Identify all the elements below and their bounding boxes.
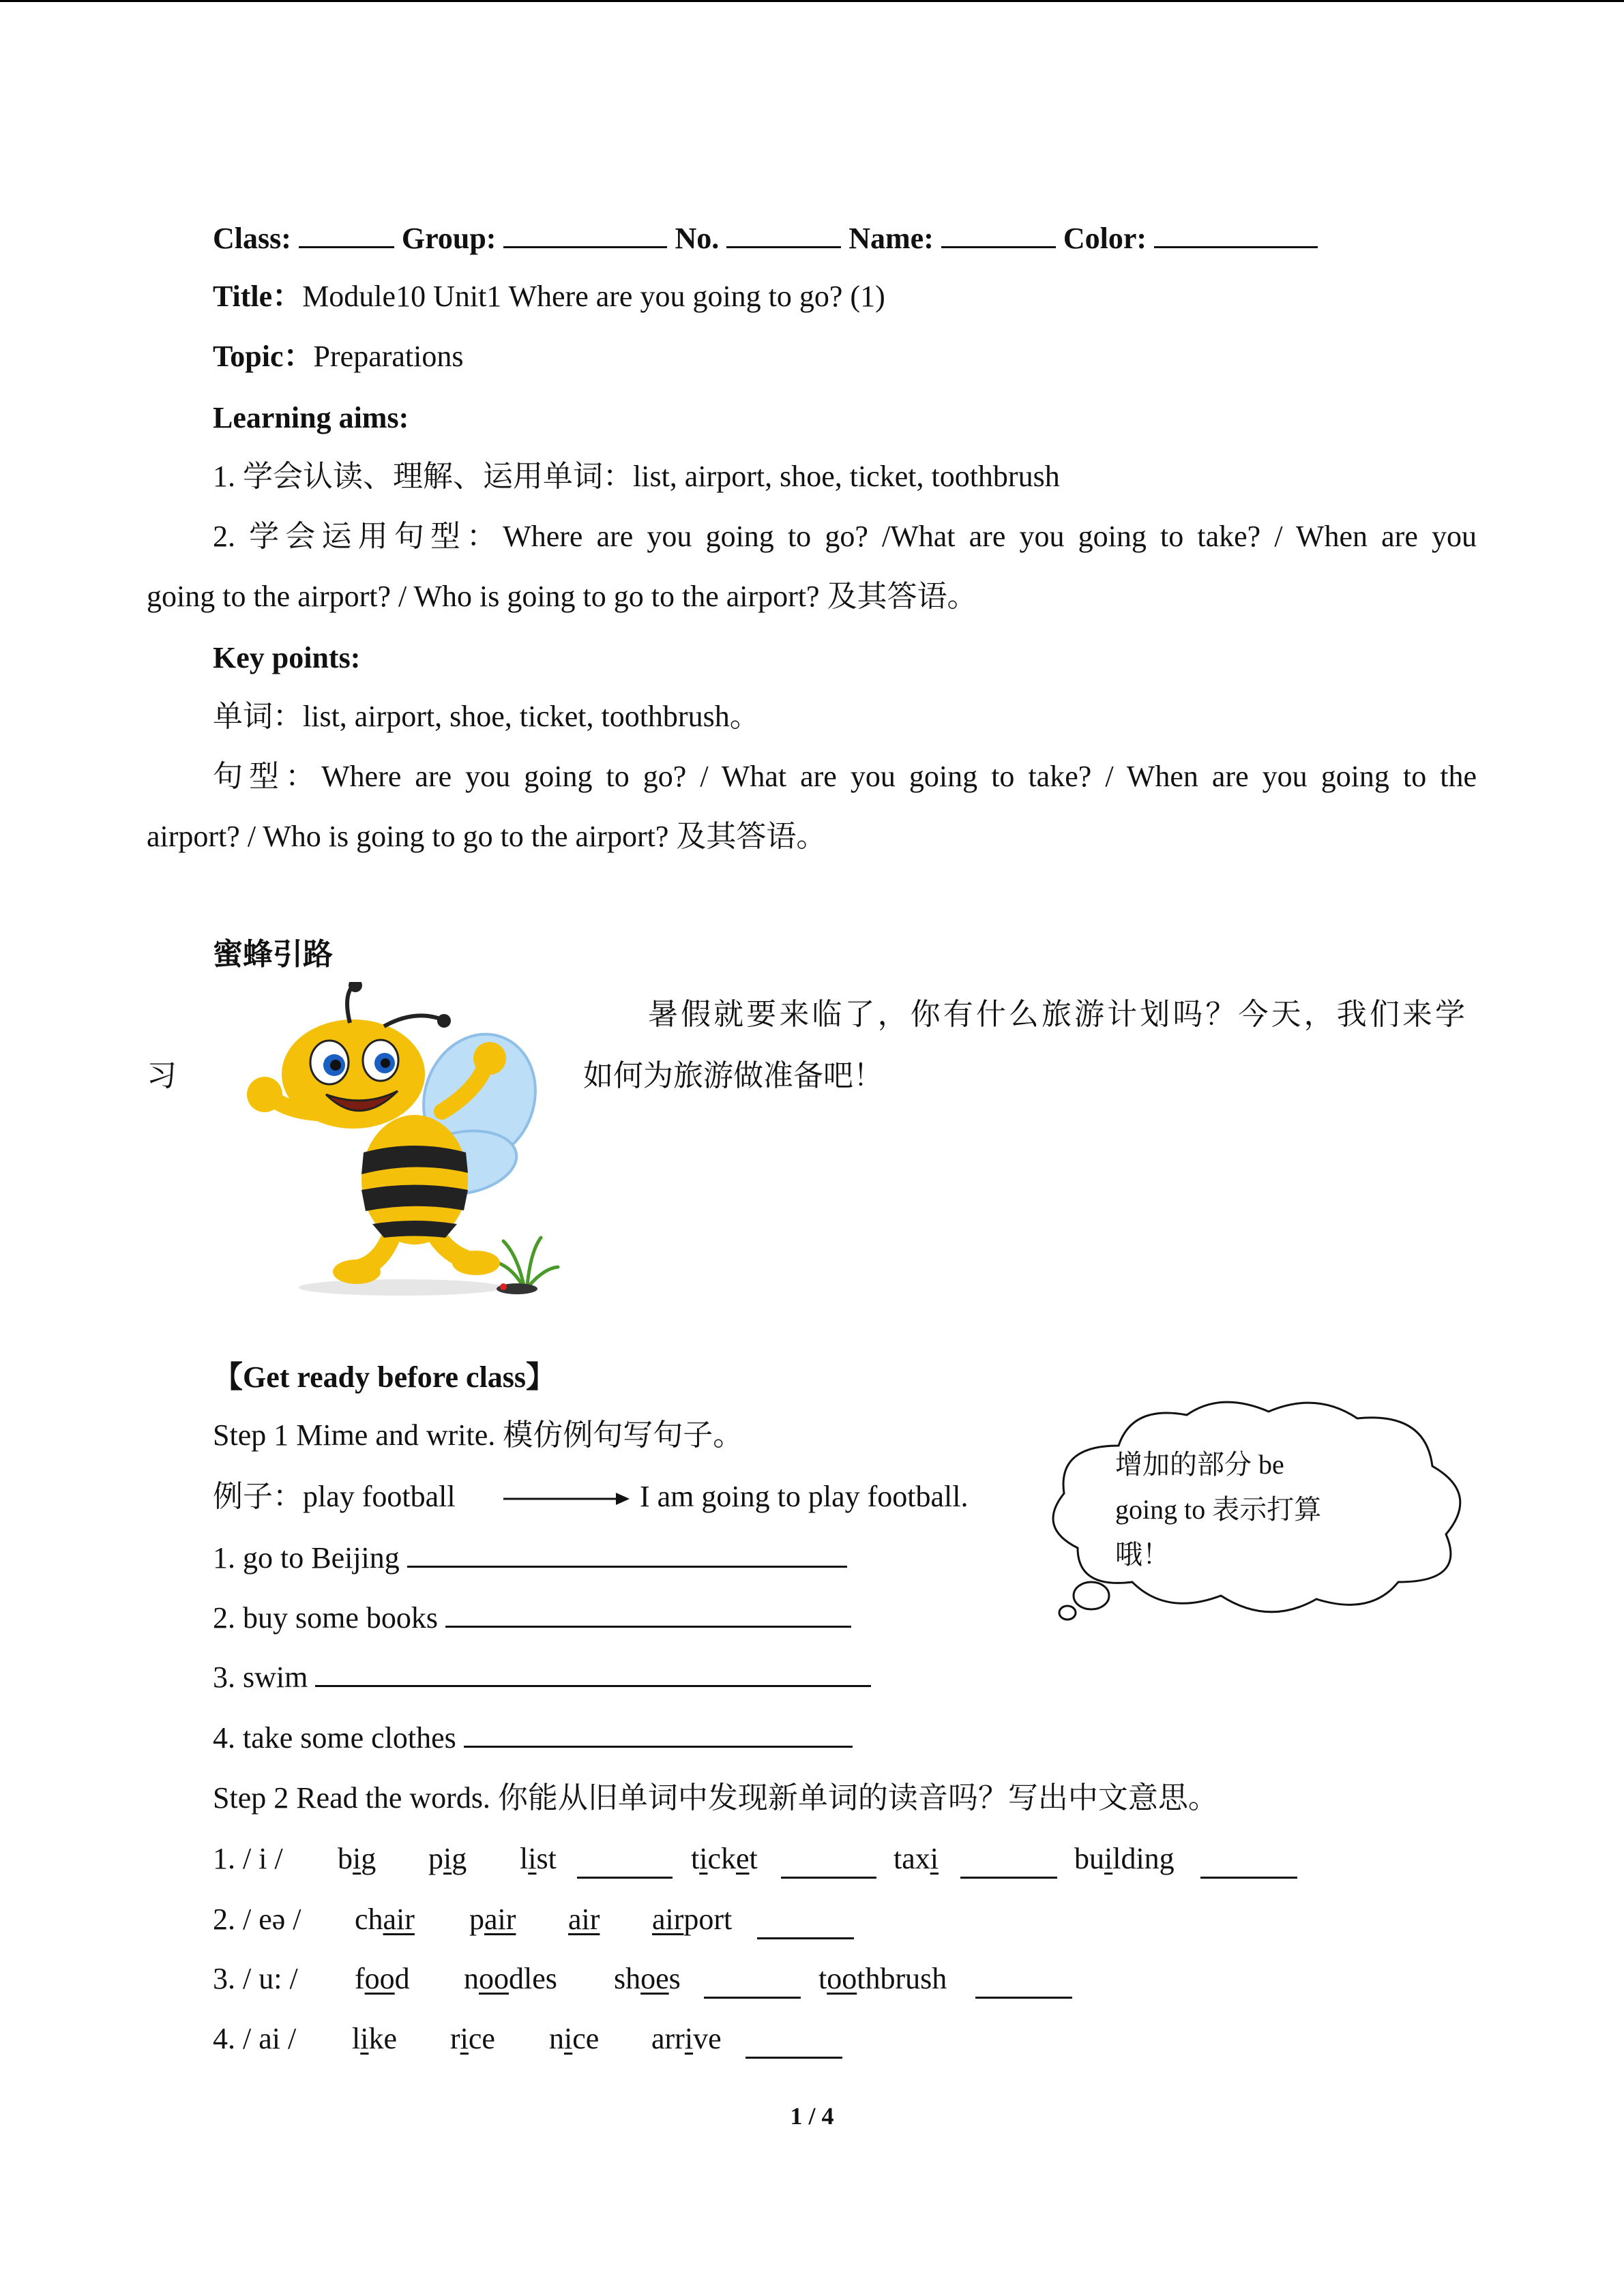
meaning-blank[interactable]: [577, 1849, 673, 1879]
word-building: building: [1074, 1842, 1175, 1875]
topic-line: [213, 336, 463, 377]
word-arrive: arrive: [651, 2022, 722, 2055]
step1-item-2-text: 2. buy some books: [213, 1601, 438, 1635]
word-airport: airport: [652, 1903, 733, 1936]
answer-blank[interactable]: [407, 1538, 847, 1568]
key-points-sentences-line-2: airport? / Who is going to go to the airport? 及其答语。: [147, 820, 827, 853]
step1-item-2: [213, 1598, 851, 1639]
step1-item-3: [213, 1657, 871, 1698]
title-text: Module10 Unit1 Where are you going to go? (1): [302, 280, 885, 313]
cloud-line-1: 增加的部分 be: [1115, 1449, 1284, 1480]
meaning-blank[interactable]: [975, 1969, 1072, 1999]
sound-label-ai: 4. / ai /: [213, 2022, 297, 2055]
word-ticket: ticket: [691, 1842, 758, 1875]
answer-blank[interactable]: [315, 1658, 871, 1687]
meaning-blank[interactable]: [1200, 1849, 1297, 1879]
page-number: 1 / 4: [790, 2102, 834, 2130]
step1-heading: Step 1 Mime and write. 模仿例句写句子。: [213, 1418, 743, 1452]
word-nice: nice: [549, 2022, 600, 2055]
word-taxi: taxi: [894, 1842, 939, 1875]
word-shoes: shoes: [614, 1962, 681, 1995]
word-list: list: [520, 1842, 557, 1875]
example-answer: I am going to play football.: [640, 1480, 969, 1513]
no-label: No.: [675, 222, 720, 255]
word-pair: pair: [469, 1903, 516, 1936]
bee-illustration: [217, 982, 572, 1302]
meaning-blank[interactable]: [757, 1910, 854, 1939]
aim-item-2-line-1: 2. 学会运用句型：Where are you going to go? /What are you going to take? / When are you: [213, 520, 1477, 553]
step1-item-4: [213, 1718, 853, 1759]
meaning-blank[interactable]: [745, 2029, 842, 2059]
sound-label-ea: 2. / eə /: [213, 1903, 301, 1936]
group-label: Group:: [401, 222, 497, 255]
cloud-text: [1115, 1442, 1374, 1577]
name-label: Name:: [848, 222, 934, 255]
step2-heading: Step 2 Read the words. 你能从旧单词中发现新单词的读音吗？写出中文意思。: [213, 1781, 1218, 1815]
step1-item-1: [213, 1538, 847, 1579]
student-info-line: [213, 218, 1318, 259]
no-blank[interactable]: [726, 219, 841, 248]
topic-text: Preparations: [313, 340, 464, 373]
word-noodles: noodles: [464, 1962, 557, 1995]
answer-blank[interactable]: [445, 1598, 851, 1628]
key-points-words: 单词：list, airport, shoe, ticket, toothbrush。: [213, 700, 760, 733]
section-heading: 【Get ready before class】: [213, 1360, 557, 1394]
intro-heading: 蜜蜂引路: [213, 938, 333, 971]
word-toothbrush: toothbrush: [818, 1962, 947, 1995]
step1-item-1-text: 1. go to Beijing: [213, 1541, 400, 1575]
color-blank[interactable]: [1154, 219, 1318, 248]
title-label: Title：: [213, 280, 303, 313]
class-label: Class:: [213, 222, 291, 255]
word-rice: rice: [450, 2022, 495, 2055]
intro-line-2-rest: 如何为旅游做准备吧！: [583, 1059, 883, 1092]
answer-blank[interactable]: [464, 1718, 853, 1748]
arrow-right-icon: [503, 1489, 630, 1509]
intro-line-2-start: 习: [147, 1059, 177, 1092]
step1-item-4-text: 4. take some clothes: [213, 1721, 456, 1755]
key-points-sentences-line-1: 句型：Where are you going to go? / What are you going to take? / When are you going to the: [213, 760, 1477, 793]
word-air: air: [568, 1903, 600, 1936]
cloud-line-2: going to 表示打算: [1115, 1494, 1322, 1525]
aim-item-2-line-2: going to the airport? / Who is going to go to the airport? 及其答语。: [147, 580, 977, 613]
name-blank[interactable]: [941, 219, 1056, 248]
word-food: food: [355, 1962, 410, 1995]
class-blank[interactable]: [299, 219, 394, 248]
meaning-blank[interactable]: [704, 1969, 801, 1999]
word-chair: chair: [355, 1903, 415, 1936]
aim-item-1: 1. 学会认读、理解、运用单词：list, airport, shoe, ticket, toothbrush: [213, 460, 1060, 493]
meaning-blank[interactable]: [960, 1849, 1057, 1879]
learning-aims-heading: Learning aims:: [213, 401, 409, 434]
color-label: Color:: [1063, 222, 1147, 255]
step1-item-3-text: 3. swim: [213, 1660, 308, 1694]
title-line: [213, 276, 885, 317]
intro-line-1: 暑假就要来临了，你有什么旅游计划吗？今天，我们来学: [648, 998, 1465, 1031]
key-points-heading: Key points:: [213, 641, 361, 674]
word-big: big: [338, 1842, 377, 1875]
sound-label-u: 3. / u: /: [213, 1962, 298, 1995]
cloud-line-3: 哦！: [1115, 1539, 1170, 1570]
group-blank[interactable]: [503, 219, 667, 248]
page-top-border: [0, 0, 1624, 2]
example-label: 例子：play football: [213, 1480, 456, 1513]
topic-label: Topic：: [213, 340, 314, 373]
word-pig: pig: [428, 1842, 467, 1875]
sound-label-i: 1. / i /: [213, 1842, 283, 1875]
word-like: like: [352, 2022, 397, 2055]
meaning-blank[interactable]: [781, 1849, 876, 1879]
